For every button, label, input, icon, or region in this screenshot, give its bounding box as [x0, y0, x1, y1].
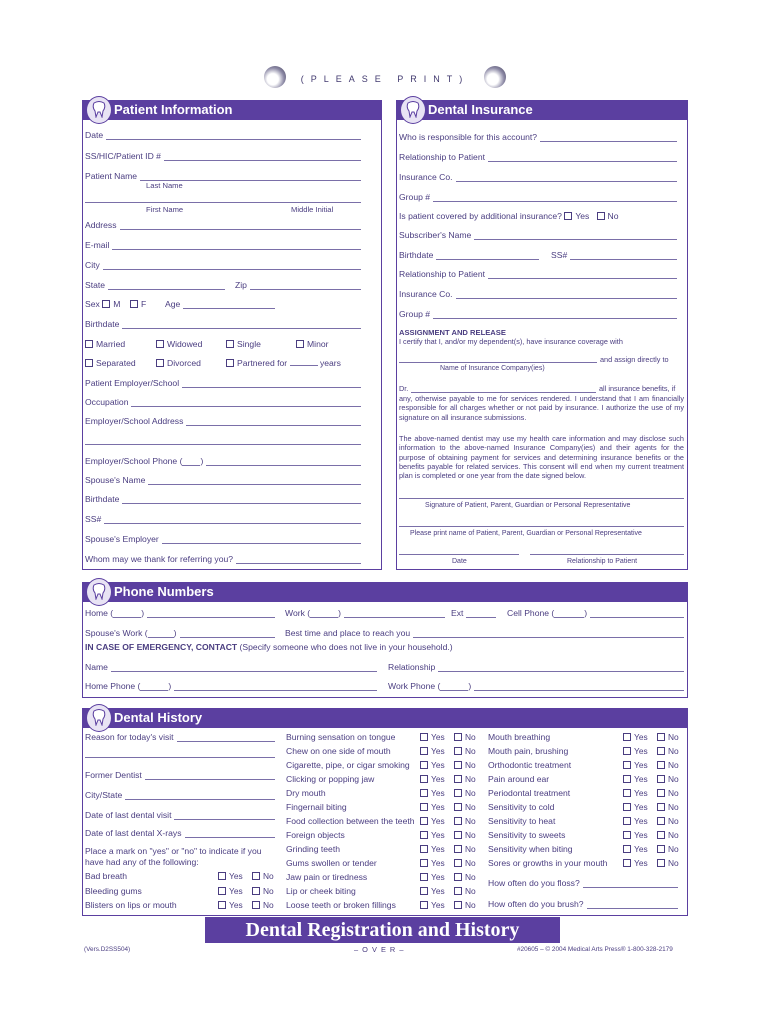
relationship2-field[interactable]: Relationship to Patient [399, 269, 677, 279]
last-xrays-field[interactable]: Date of last dental X-rays [85, 828, 275, 838]
work-phone-field[interactable]: Work ( ) [285, 608, 445, 618]
condition-yes-option[interactable]: Yes [420, 760, 445, 770]
condition-label: Orthodontic treatment [488, 760, 572, 770]
middle-initial-caption: Middle Initial [291, 205, 334, 214]
print-name-line[interactable] [399, 526, 684, 527]
condition-label: Lip or cheek biting [286, 886, 356, 896]
condition-yes-option[interactable]: Yes [623, 844, 648, 854]
condition-label: Loose teeth or broken fillings [286, 900, 396, 910]
form-title-banner: Dental Registration and History [205, 917, 560, 943]
employer-field[interactable]: Patient Employer/School [85, 378, 361, 388]
address-field[interactable]: Address [85, 220, 361, 230]
condition-label: Sores or growths in your mouth [488, 858, 608, 868]
widowed-option[interactable]: Widowed [156, 339, 202, 349]
single-option[interactable]: Single [226, 339, 261, 349]
condition-no-option[interactable]: No [454, 886, 476, 896]
employer-address-line2[interactable] [85, 444, 361, 445]
condition-no-option[interactable]: No [454, 858, 476, 868]
floss-frequency-field[interactable]: How often do you floss? [488, 878, 678, 888]
partnered-option[interactable]: Partnered for years [226, 358, 341, 368]
relationship-field[interactable]: Relationship to Patient [399, 152, 677, 162]
responsible-field[interactable]: Who is responsible for this account? [399, 132, 677, 142]
condition-label: Sensitivity when biting [488, 844, 573, 854]
condition-yes-option[interactable]: Yes [218, 871, 243, 881]
over-note: – O V E R – [354, 945, 405, 954]
condition-yes-option[interactable]: Yes [420, 886, 445, 896]
spouse-ss-field[interactable]: SS# [85, 514, 361, 524]
condition-no-option[interactable]: No [657, 802, 679, 812]
divorced-option[interactable]: Divorced [156, 358, 201, 368]
patient-info-title: Patient Information [114, 102, 233, 117]
employer-phone-field[interactable]: Employer/School Phone ( ) [85, 456, 361, 466]
condition-yes-option[interactable]: Yes [623, 788, 648, 798]
spouse-work-field[interactable]: Spouse's Work ( ) [85, 628, 275, 638]
condition-no-option[interactable]: No [657, 844, 679, 854]
condition-no-option[interactable]: No [454, 788, 476, 798]
condition-no-option[interactable]: No [454, 830, 476, 840]
spouse-birthdate-field[interactable]: Birthdate [85, 494, 361, 504]
spouse-employer-field[interactable]: Spouse's Employer [85, 534, 361, 544]
zip-field[interactable]: Zip [235, 280, 361, 290]
date-field[interactable]: Date [85, 130, 361, 140]
condition-label: Bleeding gums [85, 885, 142, 896]
referral-field[interactable]: Whom may we thank for referring you? [85, 554, 361, 564]
condition-yes-option[interactable]: Yes [420, 900, 445, 910]
condition-no-option[interactable]: No [657, 732, 679, 742]
condition-yes-option[interactable]: Yes [623, 858, 648, 868]
subscriber-name-field[interactable]: Subscriber's Name [399, 230, 677, 240]
condition-no-option[interactable]: No [657, 774, 679, 784]
history-header [82, 708, 688, 728]
condition-label: Sensitivity to heat [488, 816, 556, 826]
condition-label: Fingernail biting [286, 802, 347, 812]
condition-no-option[interactable]: No [657, 788, 679, 798]
city-state-field[interactable]: City/State [85, 790, 275, 800]
condition-yes-option[interactable]: Yes [420, 774, 445, 784]
insurance-title: Dental Insurance [428, 102, 533, 117]
condition-label: Mouth pain, brushing [488, 746, 569, 756]
additional-insurance-row: Is patient covered by additional insurance? Yes No [399, 211, 619, 221]
phone-header [82, 582, 688, 602]
please-print-note: (PLEASE PRINT) [300, 74, 470, 84]
assign-directly-text: and assign directly to [600, 355, 669, 364]
copyright-note: #20605 – © 2004 Medical Arts Press® 1-800-328-2179 [517, 946, 673, 953]
last-visit-field[interactable]: Date of last dental visit [85, 810, 275, 820]
patient-name-field[interactable]: Patient Name [85, 171, 361, 181]
city-field[interactable]: City [85, 260, 361, 270]
insurance-company-field[interactable]: Insurance Co. [399, 172, 677, 182]
condition-label: Sensitivity to sweets [488, 830, 566, 840]
ss-patient-id-field[interactable]: SS/HIC/Patient ID # [85, 151, 361, 161]
yes-no-instructions-1: Place a mark on "yes" or "no" to indicate if you [85, 846, 262, 856]
phone-title: Phone Numbers [114, 584, 214, 599]
condition-label: Blisters on lips or mouth [85, 900, 177, 910]
condition-no-option[interactable]: No [252, 900, 274, 910]
condition-yes-option[interactable]: Yes [623, 802, 648, 812]
insurance-company-name-line[interactable] [399, 362, 597, 363]
condition-yes-option[interactable]: Yes [218, 886, 243, 896]
condition-no-option[interactable]: No [454, 802, 476, 812]
condition-yes-option[interactable]: Yes [420, 746, 445, 756]
ext-field[interactable]: Ext [451, 608, 496, 618]
signature-line[interactable] [399, 498, 684, 499]
last-name-caption: Last Name [146, 181, 183, 190]
relationship-caption: Relationship to Patient [567, 558, 638, 565]
condition-label: Sensitivity to cold [488, 802, 555, 812]
married-option[interactable]: Married [85, 339, 125, 349]
condition-no-option[interactable]: No [454, 816, 476, 826]
dr-label: Dr. [399, 384, 409, 393]
emergency-name-field[interactable]: Name [85, 662, 377, 672]
condition-yes-option[interactable]: Yes [420, 830, 445, 840]
sign-date-line[interactable] [399, 554, 519, 555]
spouse-name-field[interactable]: Spouse's Name [85, 475, 361, 485]
condition-yes-option[interactable]: Yes [623, 760, 648, 770]
condition-yes-option[interactable]: Yes [623, 816, 648, 826]
emergency-home-phone-field[interactable]: Home Phone ( ) [85, 681, 377, 691]
condition-label: Grinding teeth [286, 844, 340, 854]
condition-yes-option[interactable]: Yes [420, 858, 445, 868]
condition-label: Burning sensation on tongue [286, 732, 396, 742]
condition-yes-option[interactable]: Yes [623, 746, 648, 756]
age-field[interactable]: Age [165, 299, 275, 309]
first-name-caption: First Name [146, 205, 184, 214]
separated-option[interactable]: Separated [85, 358, 136, 368]
condition-no-option[interactable]: No [454, 746, 476, 756]
former-dentist-field[interactable]: Former Dentist [85, 770, 275, 780]
condition-yes-option[interactable]: Yes [218, 900, 243, 910]
condition-label: Food collection between the teeth [286, 816, 415, 826]
condition-label: Jaw pain or tiredness [286, 872, 368, 882]
sex-m-checkbox[interactable] [102, 300, 110, 308]
version-code: (Vers.D2SS504) [84, 946, 131, 953]
emergency-contact-note: IN CASE OF EMERGENCY, CONTACT (Specify someone who does not live in your household.) [85, 642, 453, 652]
condition-label: Gums swollen or tender [286, 858, 377, 868]
condition-no-option[interactable]: No [454, 844, 476, 854]
condition-label: Cigarette, pipe, or cigar smoking [286, 760, 410, 770]
subscriber-ss-field[interactable]: SS# [551, 250, 677, 260]
condition-label: Foreign objects [286, 830, 345, 840]
email-field[interactable]: E-mail [85, 240, 361, 250]
condition-no-option[interactable]: No [657, 816, 679, 826]
best-time-field[interactable]: Best time and place to reach you [285, 628, 684, 638]
condition-no-option[interactable]: No [454, 774, 476, 784]
condition-yes-option[interactable]: Yes [623, 732, 648, 742]
condition-yes-option[interactable]: Yes [623, 830, 648, 840]
condition-no-option[interactable]: No [454, 872, 476, 882]
home-phone-field[interactable]: Home ( ) [85, 608, 275, 618]
condition-no-option[interactable]: No [454, 760, 476, 770]
condition-label: Clicking or popping jaw [286, 774, 375, 784]
condition-yes-option[interactable]: Yes [420, 844, 445, 854]
condition-label: Dry mouth [286, 788, 326, 798]
condition-label: Chew on one side of mouth [286, 746, 391, 756]
dr-name-line[interactable] [411, 392, 596, 393]
group-number-field[interactable]: Group # [399, 192, 677, 202]
relationship-sign-line[interactable] [530, 554, 684, 555]
insurance-header [396, 100, 688, 120]
condition-label: Bad breath [85, 871, 128, 881]
condition-no-option[interactable]: No [657, 858, 679, 868]
condition-label: Pain around ear [488, 774, 550, 784]
name-company-caption: Name of Insurance Company(ies) [440, 365, 545, 372]
occupation-field[interactable]: Occupation [85, 397, 361, 407]
emergency-work-phone-field[interactable]: Work Phone ( ) [388, 681, 684, 691]
condition-no-option[interactable]: No [252, 871, 274, 881]
condition-yes-option[interactable]: Yes [623, 774, 648, 784]
condition-yes-option[interactable]: Yes [420, 816, 445, 826]
condition-yes-option[interactable]: Yes [420, 802, 445, 812]
minor-option[interactable]: Minor [296, 339, 329, 349]
employer-address-field[interactable]: Employer/School Address [85, 416, 361, 426]
release-paragraph: The above-named dentist may use my health care information and may disclose such information to the above-named Insurance Company(ies) and their agents for the purpose of obtaining payment for services and determining insurance benefits or the benefits payable for related services. This consent will end when my current treatment plan is completed or one year from the date signed below. [399, 434, 684, 481]
additional-no-checkbox[interactable] [597, 212, 605, 220]
condition-no-option[interactable]: No [454, 732, 476, 742]
condition-label: Periodontal treatment [488, 788, 571, 798]
assignment-title: ASSIGNMENT AND RELEASE [399, 328, 506, 337]
condition-label: Mouth breathing [488, 732, 551, 742]
first-name-line[interactable] [85, 202, 361, 203]
condition-yes-option[interactable]: Yes [420, 732, 445, 742]
sex-row: Sex M F [85, 299, 147, 309]
reason-visit-line2[interactable] [85, 757, 275, 758]
cell-phone-field[interactable]: Cell Phone ( ) [507, 608, 684, 618]
date-caption: Date [452, 558, 467, 565]
signature-caption: Signature of Patient, Parent, Guardian or Personal Representative [425, 502, 631, 509]
brush-frequency-field[interactable]: How often do you brush? [488, 899, 678, 909]
birthdate-field[interactable]: Birthdate [85, 319, 361, 329]
condition-yes-option[interactable]: Yes [420, 788, 445, 798]
condition-no-option[interactable]: No [454, 900, 476, 910]
print-name-caption: Please print name of Patient, Parent, Guardian or Personal Representative [410, 530, 642, 537]
additional-yes-checkbox[interactable] [564, 212, 572, 220]
assignment-paragraph: any, otherwise payable to me for services rendered. I understand that I am financially responsible for all charges whether or not paid by insurance. I authorize the use of my signature on all insurance submissions. [399, 394, 684, 422]
yes-no-instructions-2: have had any of the following: [85, 857, 199, 867]
insurance-company2-field[interactable]: Insurance Co. [399, 289, 677, 299]
condition-no-option[interactable]: No [657, 830, 679, 840]
group-number2-field[interactable]: Group # [399, 309, 677, 319]
emergency-relationship-field[interactable]: Relationship [388, 662, 684, 672]
state-field[interactable]: State [85, 280, 225, 290]
condition-yes-option[interactable]: Yes [420, 872, 445, 882]
subscriber-birthdate-field[interactable]: Birthdate [399, 250, 539, 260]
patient-info-header [82, 100, 382, 120]
all-benefits-text: all insurance benefits, if [599, 384, 676, 393]
reason-visit-field[interactable]: Reason for today's visit [85, 732, 275, 742]
condition-no-option[interactable]: No [657, 746, 679, 756]
condition-no-option[interactable]: No [657, 760, 679, 770]
sex-f-checkbox[interactable] [130, 300, 138, 308]
condition-no-option[interactable]: No [252, 886, 274, 896]
assignment-line1: I certify that I, and/or my dependent(s), have insurance coverage with [399, 337, 623, 346]
history-title: Dental History [114, 710, 203, 725]
